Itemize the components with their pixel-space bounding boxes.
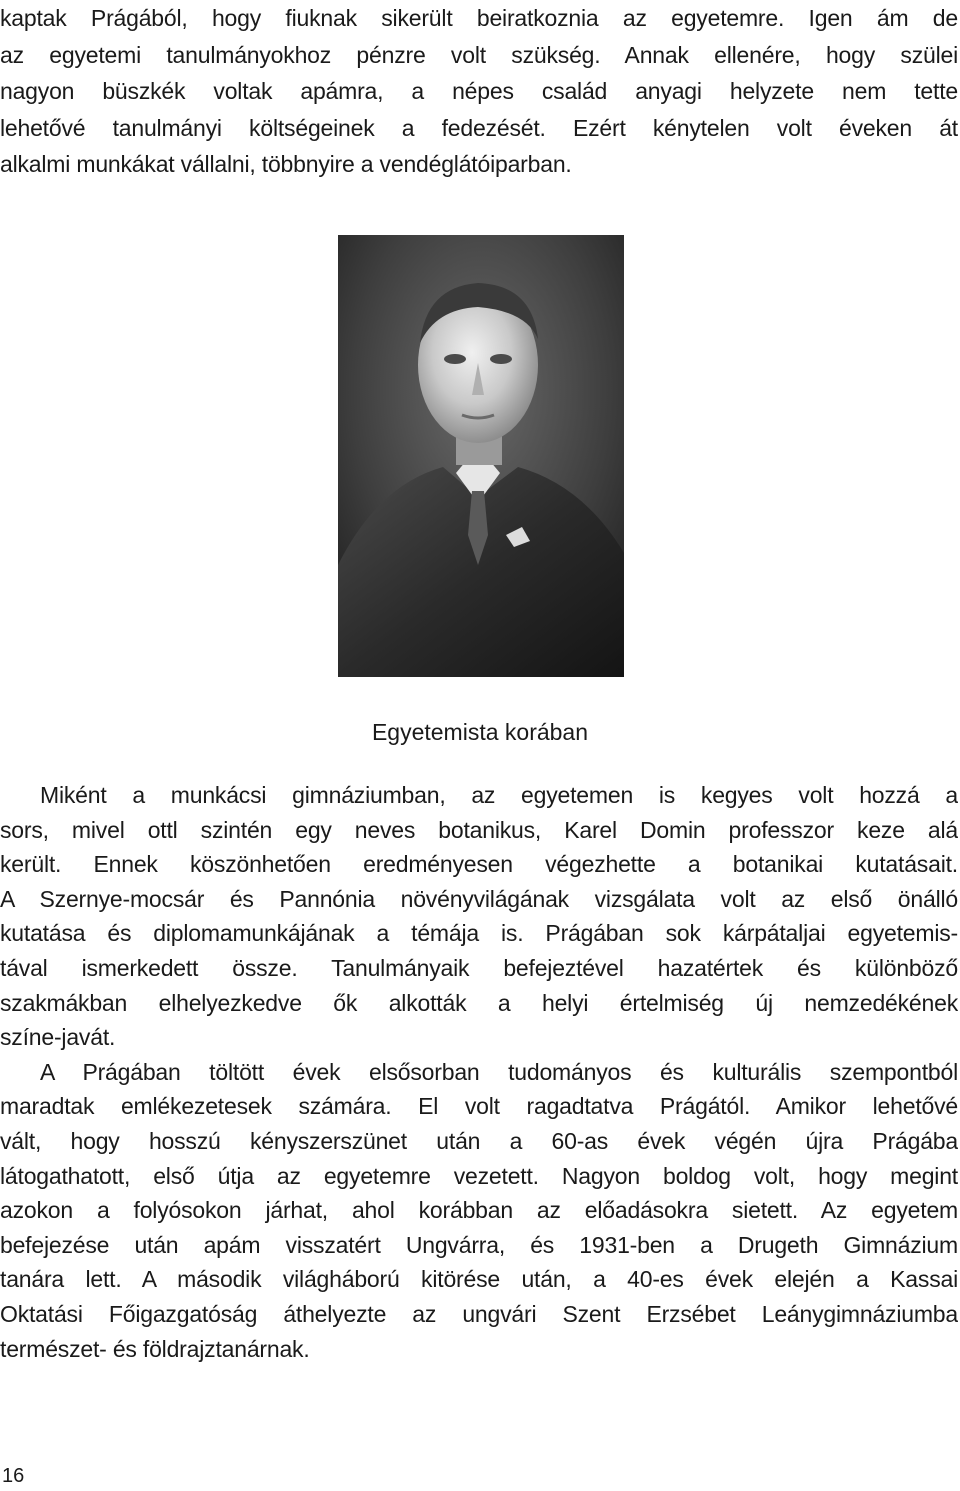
portrait-photo [338,235,624,677]
text-line: kutatása és diplomamunkájának a témája is. Prágában sok kárpátaljai egyetemis- [0,920,958,947]
text-line: látogathatott, első útja az egyetemre vezetett. Nagyon boldog volt, hogy megint [0,1162,958,1189]
text-line: maradtak emlékezetesek számára. El volt ragadtatva Prágától. Amikor lehetővé [0,1093,958,1120]
text-line: kaptak Prágából, hogy fiuknak sikerült beiratkoznia az egyetemre. Igen ám de [0,5,958,31]
text-line: azokon a folyósokon járhat, ahol korábban az előadásokra sietett. Az egyetem [0,1197,958,1224]
photo-caption: Egyetemista korában [371,719,589,745]
text-line: Oktatási Főigazgatóság áthelyezte az ungvári Szent Erzsébet Leánygimnáziumba [0,1300,958,1327]
text-line: az egyetemi tanulmányokhoz pénzre volt szükség. Annak ellenére, hogy szülei [0,41,958,68]
text-line: szakmákban elhelyezkedve ők alkották a helyi értelmiség új nemzedékének [0,989,958,1016]
text-line: A Szernye-mocsár és Pannónia növényvilágának vizsgálata volt az első önálló [0,885,958,912]
body-paragraphs [0,778,958,1366]
intro-paragraph [0,0,958,183]
text-line: színe-javát. [0,1024,116,1051]
page-number: 16 [2,1465,25,1487]
portrait-illustration [338,235,624,677]
text-line: befejezése után apám visszatért Ungvárra, és 1931-ben a Drugeth Gimnázium [0,1231,958,1258]
text-line: alkalmi munkákat vállalni, többnyire a vendéglátóiparban. [0,151,572,177]
text-line: lehetővé tanulmányi költségeinek a fedezését. Ezért kénytelen volt éveken át [0,114,958,141]
text-line: tanára lett. A második világháború kitörése után, a 40-es évek elején a Kassai [0,1266,958,1293]
text-line: természet- és földrajztanárnak. [0,1335,310,1362]
text-line: nagyon büszkék voltak apámra, a népes család anyagi helyzete nem tette [0,78,958,104]
text-line: vált, hogy hosszú kényszerszünet után a 60-as évek végén újra Prágába [0,1127,958,1154]
text-line: Miként a munkácsi gimnáziumban, az egyetemen is kegyes volt hozzá a [40,782,958,808]
text-line: került. Ennek köszönhetően eredményesen végezhette a botanikai kutatásait. [0,851,958,878]
text-line: tával ismerkedett össze. Tanulmányaik befejeztével hazatértek és különböző [0,954,958,981]
text-line: sors, mivel ottl szintén egy neves botanikus, Karel Domin professzor keze alá [0,816,958,843]
text-line: A Prágában töltött évek elsősorban tudományos és kulturális szempontból [40,1058,958,1085]
